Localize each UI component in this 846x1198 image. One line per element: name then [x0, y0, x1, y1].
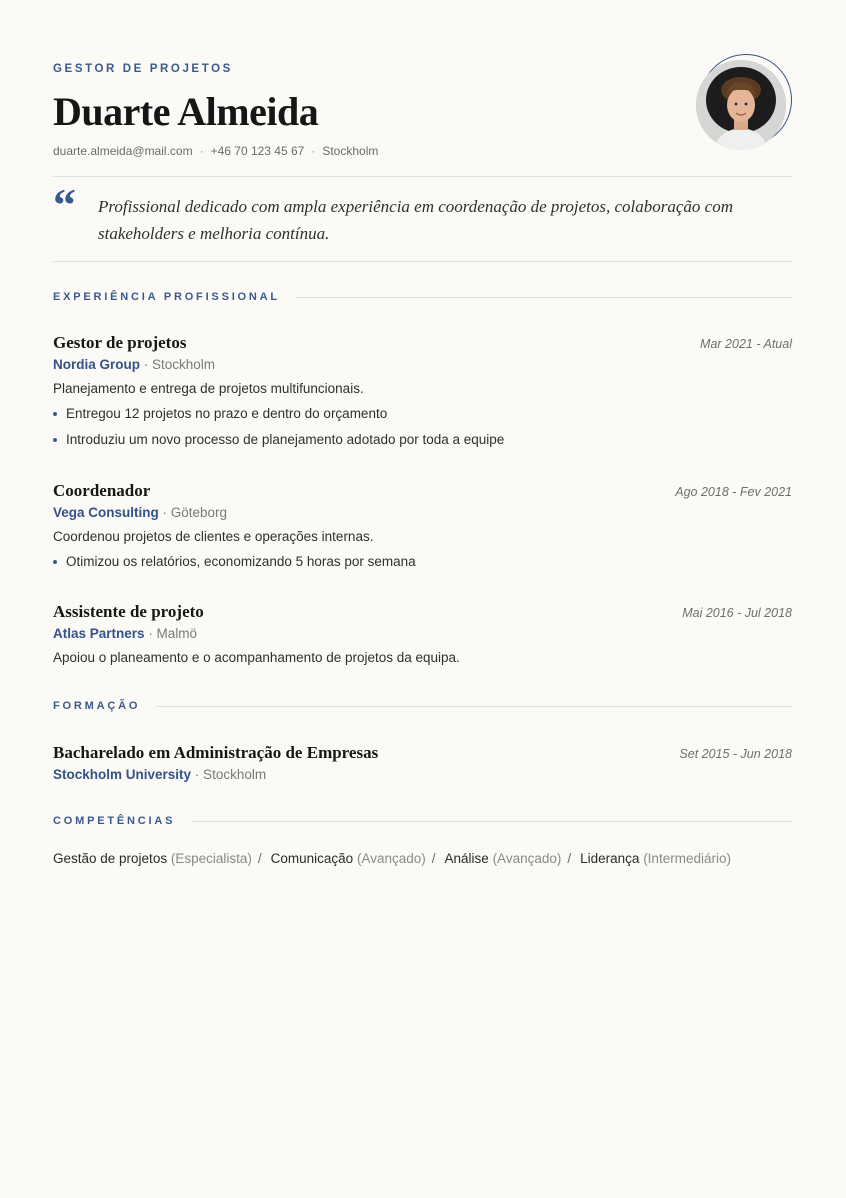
entry-description: Apoiou o planeamento e o acompanhamento de projetos da equipa. [53, 650, 460, 665]
achievement-text: Entregou 12 projetos no prazo e dentro do orçamento [66, 406, 388, 421]
achievement-item [53, 429, 792, 455]
summary-divider [53, 261, 792, 262]
section-rule [296, 297, 792, 298]
skill-separator: / [567, 851, 572, 866]
section-title: EXPERIÊNCIA PROFISSIONAL [53, 291, 280, 303]
company-location: · Göteborg [162, 505, 228, 520]
skill-name: Liderança [580, 851, 640, 866]
skills-list [53, 851, 731, 866]
email: duarte.almeida@mail.com [53, 144, 193, 158]
skill-name: Comunicação [270, 851, 354, 866]
city: Stockholm [322, 144, 379, 158]
profile-photo [696, 54, 793, 151]
skill-item [53, 851, 252, 866]
skill-item [580, 851, 731, 866]
skill-level: (Intermediário) [643, 851, 731, 866]
company-location: · Malmö [148, 626, 198, 641]
company-name: Vega Consulting [53, 505, 159, 520]
section-skills [53, 814, 792, 828]
education-entry [53, 743, 792, 787]
experience-entry [53, 602, 792, 670]
section-education [53, 699, 792, 713]
entry-title: Coordenador [53, 481, 151, 500]
section-title: COMPETÊNCIAS [53, 815, 176, 827]
contact-separator: · [311, 144, 316, 158]
achievement-list [53, 403, 792, 455]
achievement-item [53, 403, 792, 429]
skill-level: (Especialista) [170, 851, 252, 866]
section-experience [53, 290, 792, 304]
avatar [696, 60, 786, 150]
achievement-text: Otimizou os relatórios, economizando 5 horas por semana [66, 554, 416, 569]
school-name: Stockholm University [53, 767, 192, 782]
company-name: Nordia Group [53, 357, 140, 372]
bullet-dot-icon [53, 438, 57, 442]
entry-title: Assistente de projeto [53, 602, 204, 621]
entry-description: Coordenou projetos de clientes e operações internas. [53, 529, 374, 544]
skill-item [445, 851, 562, 866]
skill-item [271, 851, 426, 866]
company-location: · Stockholm [143, 357, 216, 372]
section-rule [156, 706, 792, 707]
skill-level: (Avançado) [356, 851, 426, 866]
section-rule [191, 821, 792, 822]
contact-line [53, 144, 378, 158]
achievement-text: Introduziu um novo processo de planejamento adotado por toda a equipe [66, 432, 505, 447]
quote-icon: “ [53, 179, 76, 230]
company-name: Atlas Partners [53, 626, 145, 641]
skill-separator: / [431, 851, 436, 866]
degree-title: Bacharelado em Administração de Empresas [53, 743, 379, 762]
entry-org [53, 626, 792, 646]
experience-entry [53, 481, 792, 577]
skill-name: Gestão de projetos [53, 851, 168, 866]
experience-entry [53, 333, 792, 455]
entry-date: Mai 2016 - Jul 2018 [682, 606, 792, 620]
contact-separator: · [199, 144, 204, 158]
job-role: GESTOR DE PROJETOS [53, 63, 233, 75]
header-divider [53, 176, 792, 177]
section-title: FORMAÇÃO [53, 700, 141, 712]
entry-date: Set 2015 - Jun 2018 [679, 747, 792, 761]
entry-org [53, 505, 792, 525]
bullet-dot-icon [53, 560, 57, 564]
entry-org [53, 767, 792, 787]
entry-date: Ago 2018 - Fev 2021 [675, 485, 792, 499]
portrait-image [696, 60, 786, 150]
entry-date: Mar 2021 - Atual [700, 337, 792, 351]
skill-name: Análise [444, 851, 489, 866]
entry-org [53, 357, 792, 377]
entry-description: Planejamento e entrega de projetos multifuncionais. [53, 381, 364, 396]
achievement-list [53, 551, 792, 577]
bullet-dot-icon [53, 412, 57, 416]
school-location: · Stockholm [194, 767, 267, 782]
skill-level: (Avançado) [492, 851, 562, 866]
profile-summary: Profissional dedicado com ampla experiência em coordenação de projetos, colaboração com stakeholders e melhoria contínua. [98, 197, 734, 243]
achievement-item [53, 551, 792, 577]
phone: +46 70 123 45 67 [210, 144, 305, 158]
skill-separator: / [257, 851, 262, 866]
person-name: Duarte Almeida [53, 89, 319, 134]
entry-title: Gestor de projetos [53, 333, 187, 352]
